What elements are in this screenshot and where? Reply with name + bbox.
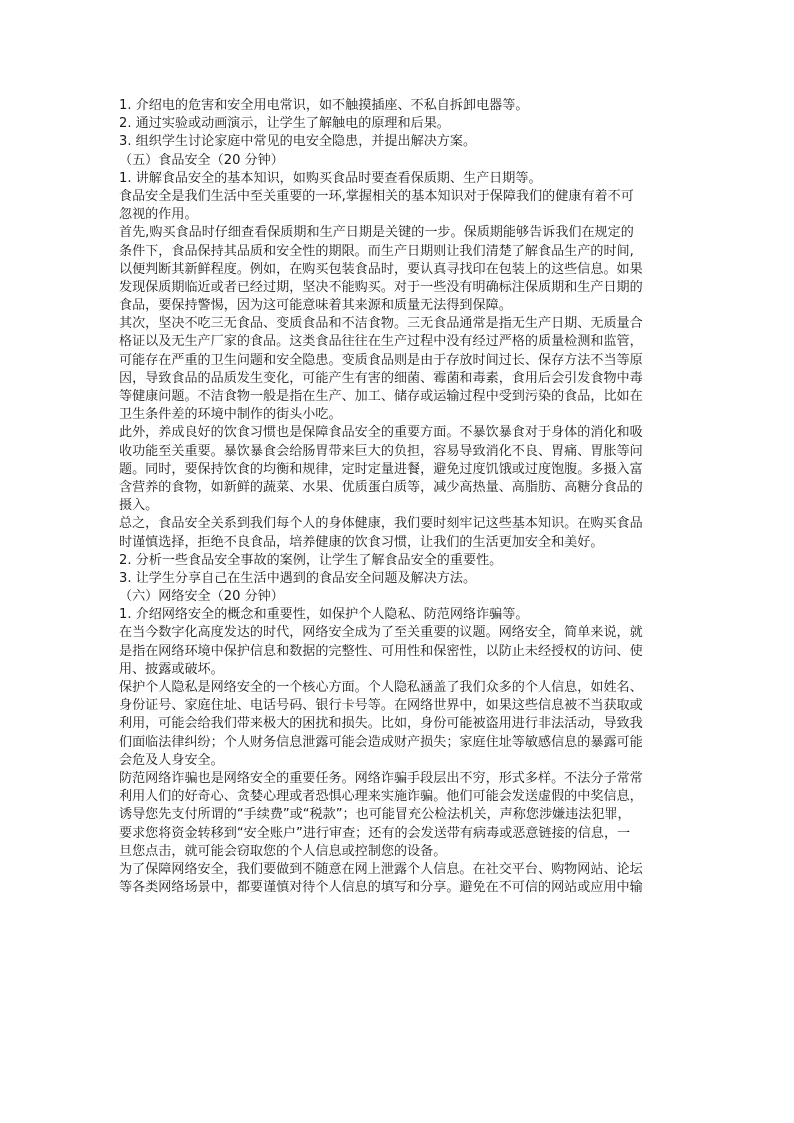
text-line: 卫生条件差的环境中制作的街头小吃。 <box>119 407 342 423</box>
text-line: 1. 介绍电的危害和安全用电常识，如不触摸插座、不私自拆卸电器等。 <box>119 98 529 113</box>
text-line: 摄入。 <box>119 498 159 514</box>
text-line: 诱导您先支付所谓的“手续费”或“税款”；也可能冒充公检法机关，声称您涉嫌违法犯罪， <box>119 807 631 823</box>
text-line: （五）食品安全（20 分钟） <box>119 152 284 168</box>
text-line: 此外，养成良好的饮食习惯也是保障食品安全的重要方面。不暴饮暴食对于身体的消化和吸 <box>119 425 643 441</box>
text-line: 要求您将资金转移到“安全账户”进行审查；还有的会发送带有病毒或恶意链接的信息，一 <box>119 825 631 841</box>
text-line: 以便判断其新鲜程度。例如，在购买包装食品时，要认真寻找印在包装上的这些信息。如果 <box>119 261 643 277</box>
text-line: 会危及人身安全。 <box>119 752 224 768</box>
text-line: 时谨慎选择，拒绝不良食品，培养健康的饮食习惯，让我们的生活更加安全和美好。 <box>119 534 604 550</box>
text-line: 等各类网络场景中，都要谨慎对待个人信息的填写和分享。避免在不可信的网站或应用中输 <box>119 880 643 896</box>
text-line: 为了保障网络安全，我们要做到不随意在网上泄露个人信息。在社交平台、购物网站、论坛 <box>119 861 643 877</box>
text-line: 首先,购买食品时仔细查看保质期和生产日期是关键的一步。保质期能够告诉我们在规定的 <box>119 225 634 241</box>
text-line: 格证以及无生产厂家的食品。这类食品往往在生产过程中没有经过严格的质量检测和监管， <box>119 334 643 350</box>
text-line: 身份证号、家庭住址、电话号码、银行卡号等。在网络世界中，如果这些信息被不当获取或 <box>119 698 643 714</box>
text-line: 题。同时，要保持饮食的均衡和规律，定时定量进餐，避免过度饥饿或过度饱腹。多摄入富 <box>119 461 643 477</box>
text-line: 们面临法律纠纷；个人财务信息泄露可能会造成财产损失；家庭住址等敏感信息的暴露可能 <box>119 734 643 750</box>
text-line: 其次，坚决不吃三无食品、变质食品和不洁食物。三无食品通常是指无生产日期、无质量合 <box>119 316 643 332</box>
text-line: 是指在网络环境中保护信息和数据的完整性、可用性和保密性，以防止未经授权的访问、使 <box>119 643 643 659</box>
text-line: 保护个人隐私是网络安全的一个核心方面。个人隐私涵盖了我们众多的个人信息，如姓名、 <box>119 680 643 695</box>
text-line: （六）网络安全（20 分钟） <box>119 589 284 605</box>
text-line: 旦您点击，就可能会窃取您的个人信息或控制您的设备。 <box>119 843 447 859</box>
text-line: 发现保质期临近或者已经过期，坚决不能购买。对于一些没有明确标注保质期和生产日期的 <box>119 279 643 295</box>
text-line: 在当今数字化高度发达的时代，网络安全成为了至关重要的议题。网络安全，简单来说，就 <box>119 625 643 641</box>
text-line: 条件下，食品保持其品质和安全性的期限。而生产日期则让我们清楚了解食品生产的时间, <box>119 243 634 259</box>
text-line: 含营养的食物，如新鲜的蔬菜、水果、优质蛋白质等，减少高热量、高脂肪、高糖分食品的 <box>119 479 643 495</box>
text-line: 利用人们的好奇心、贪婪心理或者恐惧心理来实施诈骗。他们可能会发送虚假的中奖信息， <box>119 789 643 805</box>
text-line: 忽视的作用。 <box>119 207 198 223</box>
text-line: 防范网络诈骗也是网络安全的重要任务。网络诈骗手段层出不穷，形式多样。不法分子常常 <box>119 770 643 786</box>
document-body <box>119 97 685 897</box>
text-line: 用、披露或破坏。 <box>119 661 224 677</box>
text-line: 3. 让学生分享自己在生活中遇到的食品安全问题及解决方法。 <box>119 570 477 586</box>
text-line: 因，导致食品的品质发生变化，可能产生有害的细菌、霉菌和毒素，食用后会引发食物中毒 <box>119 370 643 386</box>
text-line: 3. 组织学生讨论家庭中常见的电安全隐患，并提出解决方案。 <box>119 134 477 150</box>
text-line: 2. 分析一些食品安全事故的案例，让学生了解食品安全的重要性。 <box>119 552 503 568</box>
text-line: 利用，可能会给我们带来极大的困扰和损失。比如，身份可能被盗用进行非法活动，导致我 <box>119 716 643 732</box>
text-line: 食品，要保持警惕，因为这可能意味着其来源和质量无法得到保障。 <box>119 298 512 314</box>
text-line: 总之，食品安全关系到我们每个人的身体健康，我们要时刻牢记这些基本知识。在购买食品 <box>119 516 643 532</box>
text-line: 2. 通过实验或动画演示，让学生了解触电的原理和后果。 <box>119 116 450 132</box>
text-line: 食品安全是我们生活中至关重要的一环,掌握相关的基本知识对于保障我们的健康有着不可 <box>119 188 634 204</box>
text-line: 1. 讲解食品安全的基本知识，如购买食品时要查看保质期、生产日期等。 <box>119 170 542 186</box>
text-line: 等健康问题。不洁食物一般是指在生产、加工、储存或运输过程中受到污染的食品，比如在 <box>119 389 643 404</box>
text-line: 收功能至关重要。暴饮暴食会给肠胃带来巨大的负担，容易导致消化不良、胃痛、胃胀等问 <box>119 443 643 459</box>
text-line: 可能存在严重的卫生问题和安全隐患。变质食品则是由于存放时间过长、保存方法不当等原 <box>119 352 643 368</box>
text-line: 1. 介绍网络安全的概念和重要性，如保护个人隐私、防范网络诈骗等。 <box>119 607 529 623</box>
